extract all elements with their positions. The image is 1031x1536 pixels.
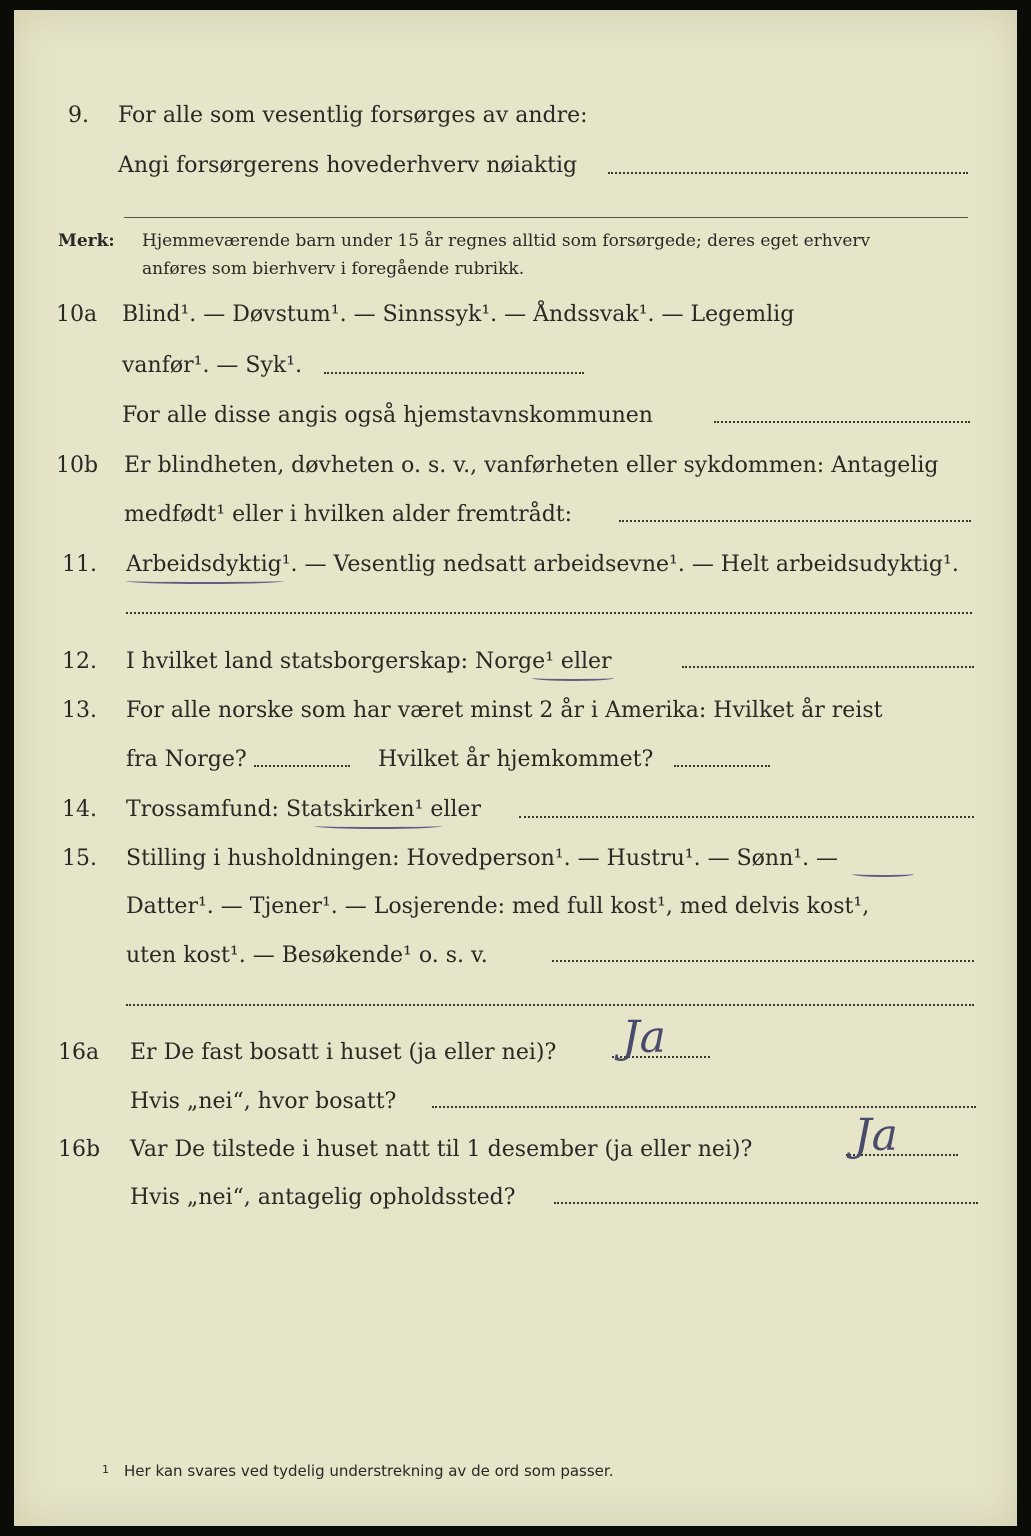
- q9-extra-line: [124, 217, 968, 218]
- q10b-answer-line: [619, 520, 971, 522]
- q13-number: 13.: [62, 698, 97, 723]
- q16b-number: 16b: [58, 1137, 101, 1162]
- q10b-line2: medfødt¹ eller i hvilken alder fremtrådt:: [124, 502, 573, 527]
- q10a-line1: Blind¹. — Døvstum¹. — Sinnssyk¹. — Åndssvak¹. — Legemlig: [122, 302, 795, 327]
- q10a-number: 10a: [56, 302, 98, 327]
- q15-line1: Stilling i husholdningen: Hovedperson¹. — Hustru¹. — Sønn¹. —: [126, 846, 839, 871]
- q16b-line1: Var De tilstede i huset natt til 1 desember (ja eller nei)?: [130, 1137, 753, 1162]
- q13-left-line: [254, 765, 350, 767]
- q16a-line1: Er De fast bosatt i huset (ja eller nei)?: [130, 1040, 557, 1065]
- q16a-number: 16a: [58, 1040, 100, 1065]
- q15-extra-line: [126, 1004, 974, 1006]
- q9-line2: Angi forsørgerens hovederhverv nøiaktig: [118, 153, 578, 178]
- census-form-page: [14, 10, 1017, 1526]
- q14-line1: Trossamfund: Statskirken¹ eller: [126, 797, 481, 822]
- footnote-mark: 1: [102, 1463, 109, 1476]
- q11-handwritten-underline: [126, 578, 284, 584]
- q16b-residence-line: [554, 1202, 978, 1204]
- q12-answer-line: [682, 666, 974, 668]
- merk-line2: anføres som bierhverv i foregående rubrikk.: [142, 259, 525, 279]
- q12-handwritten-underline: [532, 675, 614, 681]
- q12-number: 12.: [62, 649, 97, 674]
- q13-line2a: fra Norge?: [126, 747, 247, 772]
- merk-line1: Hjemmeværende barn under 15 år regnes alltid som forsørgede; deres eget erhverv: [142, 231, 871, 251]
- q10a-line2: vanfør¹. — Syk¹.: [122, 353, 303, 378]
- q14-number: 14.: [62, 797, 97, 822]
- q10a-hometown-line: [714, 421, 970, 423]
- q11-line1: Arbeidsdyktig¹. — Vesentlig nedsatt arbeidsevne¹. — Helt arbeidsudyktig¹.: [126, 552, 959, 577]
- q11-extra-line: [126, 612, 972, 614]
- footnote-text: Her kan svares ved tydelig understrekning av de ord som passer.: [124, 1462, 614, 1480]
- q13-line2b: Hvilket år hjemkommet?: [378, 747, 654, 772]
- q10b-number: 10b: [56, 453, 99, 478]
- q16a-line2: Hvis „nei“, hvor bosatt?: [130, 1089, 397, 1114]
- merk-label: Merk:: [58, 231, 115, 251]
- q14-answer-line: [519, 816, 974, 818]
- q15-number: 15.: [62, 846, 97, 871]
- q15-answer-line: [552, 960, 974, 962]
- q11-number: 11.: [62, 552, 97, 577]
- q13-right-line: [674, 765, 770, 767]
- q16a-residence-line: [432, 1106, 976, 1108]
- q16b-handwritten-answer: Ja: [854, 1110, 898, 1161]
- q9-line1: For alle som vesentlig forsørges av andre:: [118, 103, 588, 128]
- q10a-answer-line: [324, 372, 584, 374]
- q16b-line2: Hvis „nei“, antagelig opholdssted?: [130, 1185, 516, 1210]
- q14-handwritten-underline: [314, 823, 442, 829]
- q16a-handwritten-answer: Ja: [622, 1012, 666, 1063]
- q12-line1: I hvilket land statsborgerskap: Norge¹ eller: [126, 649, 612, 674]
- q15-handwritten-underline: [852, 871, 914, 877]
- q10a-line3: For alle disse angis også hjemstavnskommunen: [122, 403, 653, 428]
- q9-number: 9.: [68, 103, 89, 128]
- q13-line1: For alle norske som har været minst 2 år i Amerika: Hvilket år reist: [126, 698, 883, 723]
- q9-answer-line: [608, 172, 968, 174]
- q10b-line1: Er blindheten, døvheten o. s. v., vanførheten eller sykdommen: Antagelig: [124, 453, 939, 478]
- q15-line2: Datter¹. — Tjener¹. — Losjerende: med full kost¹, med delvis kost¹,: [126, 894, 870, 919]
- q15-line3: uten kost¹. — Besøkende¹ o. s. v.: [126, 943, 488, 968]
